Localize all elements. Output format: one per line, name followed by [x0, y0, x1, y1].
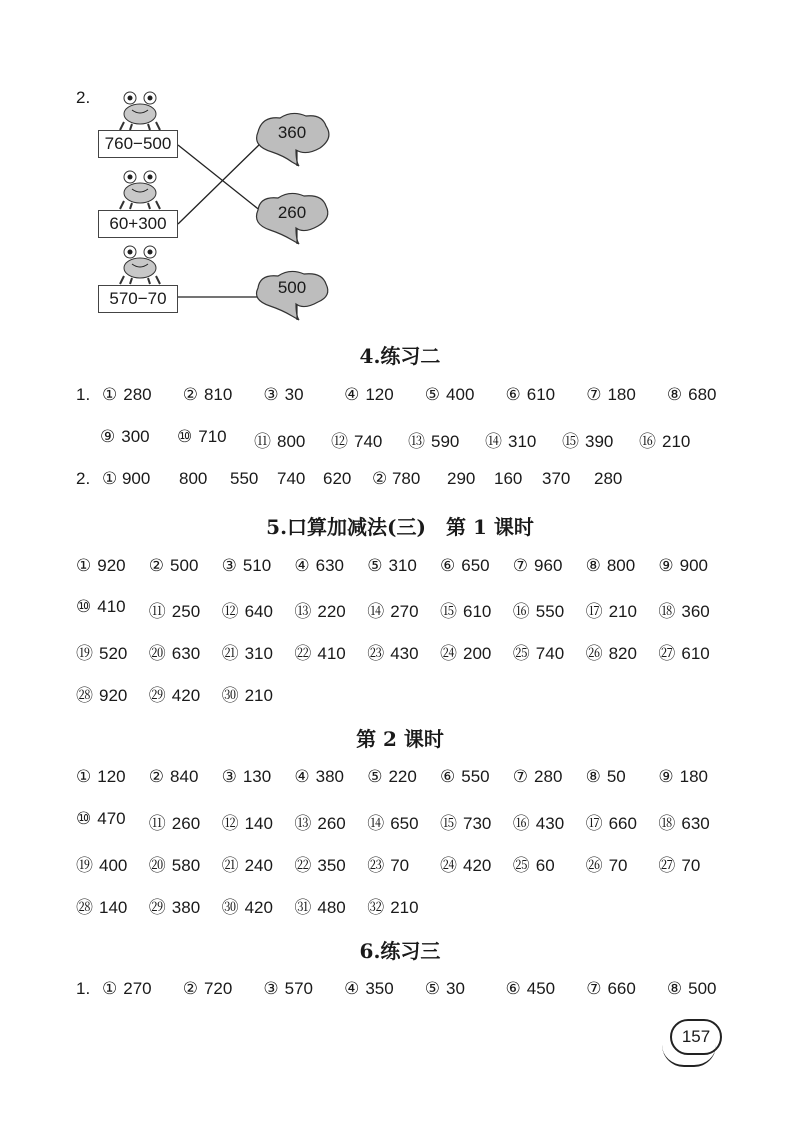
answer-value: 360: [681, 602, 710, 621]
answer-value: 350: [317, 856, 346, 875]
question-number: 1.: [76, 979, 91, 998]
answer-item: [513, 597, 564, 622]
answer-item: [667, 385, 717, 405]
frog-icon-2: [120, 171, 160, 209]
circled-number: ⑱: [658, 602, 676, 621]
circled-number: ④: [294, 767, 310, 786]
answer-value: 30: [284, 385, 304, 404]
answer-value: 640: [244, 602, 273, 621]
answer-value: 430: [390, 644, 419, 663]
problem-2-label: 2.: [76, 88, 91, 107]
frog-icon-3: [120, 246, 160, 284]
frog-icon-1: [120, 92, 160, 130]
answer-item: [149, 767, 199, 787]
answer-value: 310: [244, 644, 273, 663]
answer-item: [294, 893, 345, 918]
answer-value: 810: [203, 385, 233, 404]
circled-number: ㉚: [221, 898, 239, 917]
answer-item: [344, 385, 394, 405]
expression-box-2: 60+300: [98, 210, 178, 238]
circled-number: ①: [102, 979, 118, 998]
circled-number: ㉜: [367, 898, 385, 917]
answer-value: 660: [608, 814, 637, 833]
answer-item: [149, 639, 200, 664]
answer-item: [408, 427, 459, 452]
answer-item: [183, 385, 233, 405]
answer-item: [658, 556, 708, 576]
circled-number: ①: [76, 556, 92, 575]
answer-item: [222, 639, 273, 664]
answer-item: [440, 597, 491, 622]
circled-number: ㉑: [221, 644, 239, 663]
circled-number: ㉘: [76, 686, 93, 705]
circled-number: ⑲: [76, 856, 93, 875]
answer-value: 740: [354, 432, 383, 451]
circled-number: ⑮: [440, 602, 457, 621]
circled-number: ㉙: [148, 686, 166, 705]
answer-value: 610: [681, 644, 710, 663]
answer-value: 960: [534, 556, 563, 575]
answer-value: 800: [179, 469, 208, 488]
answer-item: [586, 767, 626, 787]
answer-value: 280: [123, 385, 152, 404]
answer-item: [149, 681, 200, 706]
circled-number: ㉕: [512, 856, 530, 875]
circled-number: ㉒: [294, 856, 312, 875]
answer-value: 220: [388, 767, 417, 786]
answer-value: 550: [461, 767, 490, 786]
answer-value: 370: [542, 469, 571, 488]
circled-number: ⑮: [562, 432, 579, 451]
answer-item: [177, 427, 227, 447]
answer-value: 160: [494, 469, 523, 488]
leaf-value-2: 260: [277, 203, 307, 222]
answer-value: 610: [526, 385, 556, 404]
answer-item: [367, 639, 418, 664]
circled-number: ⑭: [485, 432, 502, 451]
answer-value: 200: [463, 644, 492, 663]
answer-item: [294, 767, 344, 787]
answer-value: 630: [681, 814, 710, 833]
answer-item: [222, 851, 273, 876]
circled-number: ⑨: [658, 556, 674, 575]
circled-number: ⑮: [440, 814, 457, 833]
answer-value: 550: [230, 469, 259, 488]
answer-item: [658, 639, 709, 664]
answer-value: 250: [171, 602, 201, 621]
circled-number: ⑩: [76, 597, 92, 616]
circled-number: ③: [263, 385, 279, 404]
answer-value: 390: [585, 432, 614, 451]
answer-value: 210: [390, 898, 419, 917]
circled-number: ⑥: [505, 979, 521, 998]
answer-item: [102, 385, 152, 405]
circled-number: ②: [182, 979, 198, 998]
answer-item: [222, 767, 272, 787]
answer-value: 420: [244, 898, 273, 917]
expression-box-3: 570−70: [98, 285, 178, 313]
answer-value: 380: [171, 898, 201, 917]
answer-item: [222, 556, 272, 576]
answer-value: 570: [284, 979, 314, 998]
answer-item: [367, 893, 418, 918]
circled-number: ⑩: [177, 427, 193, 446]
circled-number: ㉗: [658, 856, 676, 875]
answer-item: [76, 681, 127, 706]
answer-value: 410: [97, 597, 126, 616]
circled-number: ①: [102, 385, 118, 404]
circled-number: ⑩: [76, 809, 92, 828]
circled-number: ⑯: [512, 602, 530, 621]
answer-value: 70: [608, 856, 628, 875]
circled-number: ㉚: [221, 686, 239, 705]
answer-item: [76, 893, 127, 918]
answer-item: [513, 767, 563, 787]
circled-number: ④: [344, 979, 360, 998]
answer-value: 310: [388, 556, 417, 575]
circled-number: ㉒: [294, 644, 312, 663]
expression-box-1: 760−500: [98, 130, 178, 158]
circled-number: ①: [76, 767, 92, 786]
answer-item: [76, 809, 126, 829]
circled-number: ⑬: [294, 814, 312, 833]
answer-item: [222, 681, 273, 706]
answer-value: 350: [365, 979, 394, 998]
answer-item: [222, 597, 273, 622]
circled-number: ⑥: [505, 385, 521, 404]
answer-value: 210: [662, 432, 691, 451]
circled-number: ⑧: [585, 767, 601, 786]
answer-item: [586, 385, 636, 405]
circled-number: ㉑: [221, 856, 239, 875]
circled-number: ⑭: [367, 602, 385, 621]
answer-value: 120: [365, 385, 394, 404]
answer-item: [513, 556, 563, 576]
answer-item: [513, 809, 564, 834]
answer-value: 650: [461, 556, 490, 575]
answer-item: [149, 809, 200, 834]
answer-value: 840: [170, 767, 199, 786]
circled-number: ⑪: [148, 814, 166, 833]
answer-item: [76, 639, 127, 664]
answer-value: 420: [463, 856, 492, 875]
leaf-value-1: 360: [277, 123, 307, 142]
answer-item: [667, 979, 717, 999]
section-title-4: 4.练习二: [359, 344, 441, 368]
answer-value: 500: [170, 556, 199, 575]
answer-item: [149, 556, 199, 576]
page-number: 157: [670, 1019, 722, 1055]
answer-value: 650: [390, 814, 419, 833]
answer-value: 620: [323, 469, 352, 488]
circled-number: ③: [263, 979, 279, 998]
answer-item: [586, 851, 628, 876]
circled-number: ③: [221, 767, 237, 786]
circled-number: ㉔: [440, 856, 457, 875]
answer-value: 680: [688, 385, 717, 404]
answer-value: 630: [315, 556, 345, 575]
answer-value: 630: [171, 644, 201, 663]
answer-item: [440, 556, 490, 576]
circled-number: ⑤: [424, 979, 441, 998]
answer-item: [367, 556, 417, 576]
answer-value: 800: [277, 432, 306, 451]
answer-item: [440, 639, 491, 664]
answer-value: 500: [688, 979, 717, 998]
answer-item: [294, 556, 344, 576]
answer-value: 720: [203, 979, 233, 998]
circled-number: ⑫: [331, 432, 348, 451]
answer-item: [658, 809, 709, 834]
answer-value: 480: [317, 898, 346, 917]
answer-value: 450: [526, 979, 556, 998]
answer-item: [440, 809, 491, 834]
answer-item: [76, 597, 126, 617]
circled-number: ⑲: [76, 644, 93, 663]
answer-value: 140: [99, 898, 128, 917]
circled-number: ⑧: [666, 385, 683, 404]
circled-number: ⑨: [100, 427, 116, 446]
answer-value: 270: [390, 602, 419, 621]
answer-item: [254, 427, 305, 452]
answer-value: 470: [97, 809, 126, 828]
circled-number: ②: [182, 385, 198, 404]
answer-value: 510: [242, 556, 272, 575]
section-title-6: 6.练习三: [359, 939, 441, 963]
circled-number: ⑦: [586, 979, 602, 998]
circled-number: ⑤: [367, 767, 383, 786]
circled-number: ⑳: [148, 856, 166, 875]
answer-item: [367, 597, 418, 622]
answer-value: 300: [121, 427, 150, 446]
circled-number: ⑱: [658, 814, 676, 833]
answer-value: 740: [277, 469, 306, 488]
answer-item: [149, 893, 200, 918]
answer-value: ① 900: [102, 469, 151, 488]
answer-value: 660: [607, 979, 636, 998]
answer-item: [425, 385, 475, 405]
answer-item: [586, 556, 636, 576]
answer-item: [586, 809, 637, 834]
answer-value: 520: [99, 644, 128, 663]
circled-number: ③: [221, 556, 237, 575]
answer-item: [586, 639, 637, 664]
answer-value: 240: [244, 856, 273, 875]
circled-number: ㉓: [367, 644, 385, 663]
answer-item: [76, 767, 126, 787]
circled-number: ⑰: [585, 814, 603, 833]
answer-value: 270: [123, 979, 152, 998]
circled-number: ⑯: [512, 814, 530, 833]
answer-item: [102, 979, 152, 999]
circled-number: ⑦: [512, 556, 529, 575]
answer-item: [76, 851, 127, 876]
answer-item: [183, 979, 233, 999]
answer-item: [263, 385, 303, 405]
answer-value: 380: [315, 767, 345, 786]
answer-value: 280: [534, 767, 563, 786]
circled-number: ㉕: [512, 644, 530, 663]
circled-number: ⑬: [294, 602, 312, 621]
section-title-lesson-2: 第 2 课时: [356, 727, 444, 751]
answer-item: [658, 597, 709, 622]
circled-number: ㉛: [294, 898, 312, 917]
answer-value: 30: [446, 979, 465, 998]
answer-value: 210: [244, 686, 273, 705]
answer-value: 120: [97, 767, 126, 786]
circled-number: ⑤: [367, 556, 383, 575]
circled-number: ⑫: [221, 602, 239, 621]
answer-value: 820: [608, 644, 637, 663]
answer-value: 70: [681, 856, 701, 875]
answer-value: 210: [608, 602, 637, 621]
answer-item: [367, 767, 417, 787]
question-number: 2.: [76, 469, 91, 488]
circled-number: ④: [344, 385, 360, 404]
answer-value: 550: [535, 602, 565, 621]
answer-item: [506, 979, 556, 999]
answer-value: 900: [679, 556, 709, 575]
circled-number: ⑦: [586, 385, 602, 404]
answer-value: 740: [535, 644, 565, 663]
answer-item: [149, 851, 200, 876]
question-number: 1.: [76, 385, 91, 404]
answer-value: 260: [317, 814, 346, 833]
answer-value: 920: [97, 556, 126, 575]
answer-item: [506, 385, 556, 405]
circled-number: ②: [148, 767, 165, 786]
answer-value: 220: [317, 602, 346, 621]
answer-item: [513, 851, 555, 876]
answer-value: 610: [463, 602, 492, 621]
circled-number: ②: [148, 556, 165, 575]
answer-item: [440, 851, 491, 876]
leaf-value-3: 500: [277, 278, 307, 297]
answer-value: 180: [679, 767, 709, 786]
answer-value: 130: [242, 767, 272, 786]
answer-item: [331, 427, 382, 452]
answer-item: [658, 851, 700, 876]
answer-value: 400: [99, 856, 128, 875]
circled-number: ⑳: [148, 644, 166, 663]
answer-value: 410: [317, 644, 346, 663]
circled-number: ⑯: [639, 432, 656, 451]
answer-value: 420: [171, 686, 201, 705]
circled-number: ㉖: [585, 644, 603, 663]
answer-value: 580: [171, 856, 201, 875]
answer-value: 710: [198, 427, 227, 446]
answer-item: [100, 427, 150, 447]
answer-item: [263, 979, 313, 999]
circled-number: ⑪: [254, 432, 271, 451]
answer-item: [294, 639, 345, 664]
circled-number: ㉘: [76, 898, 93, 917]
circled-number: ⑰: [585, 602, 603, 621]
answer-item: [367, 809, 418, 834]
circled-number: ⑤: [424, 385, 441, 404]
answer-value: 60: [535, 856, 555, 875]
circled-number: ⑭: [367, 814, 385, 833]
answer-item: [485, 427, 536, 452]
answer-value: 400: [446, 385, 475, 404]
answer-value: 140: [244, 814, 273, 833]
answer-value: 800: [606, 556, 636, 575]
answer-item: [586, 979, 636, 999]
answer-value: 290: [447, 469, 476, 488]
answer-value: 590: [431, 432, 460, 451]
circled-number: ⑪: [148, 602, 166, 621]
circled-number: ④: [294, 556, 310, 575]
answer-item: [294, 851, 345, 876]
answer-item: [222, 893, 273, 918]
circled-number: ㉔: [440, 644, 457, 663]
circled-number: ㉓: [367, 856, 385, 875]
answer-item: [425, 979, 465, 999]
answer-value: ② 780: [372, 469, 421, 488]
answer-item: [367, 851, 409, 876]
circled-number: ⑧: [585, 556, 601, 575]
answer-item: [639, 427, 690, 452]
section-title-5: 5.口算加减法(三) 第 1 课时: [266, 515, 534, 539]
answer-item: [76, 556, 126, 576]
circled-number: ㉙: [148, 898, 166, 917]
answer-value: 280: [594, 469, 623, 488]
answer-value: 920: [99, 686, 128, 705]
answer-item: [222, 809, 273, 834]
answer-value: 310: [508, 432, 537, 451]
answer-item: [562, 427, 613, 452]
answer-value: 180: [607, 385, 636, 404]
circled-number: ㉖: [585, 856, 603, 875]
answer-value: 260: [171, 814, 201, 833]
circled-number: ⑥: [440, 767, 456, 786]
answer-item: [586, 597, 637, 622]
answer-value: 50: [606, 767, 626, 786]
circled-number: ㉗: [658, 644, 676, 663]
answer-item: [344, 979, 394, 999]
answer-value: 730: [463, 814, 492, 833]
answer-value: 430: [535, 814, 565, 833]
answer-item: [658, 767, 708, 787]
answer-item: [440, 767, 490, 787]
circled-number: ⑨: [658, 767, 674, 786]
circled-number: ⑬: [408, 432, 425, 451]
answer-item: [294, 809, 345, 834]
circled-number: ⑫: [221, 814, 239, 833]
circled-number: ⑦: [512, 767, 529, 786]
answer-item: [294, 597, 345, 622]
answer-item: [513, 639, 564, 664]
circled-number: ⑧: [666, 979, 683, 998]
answer-value: 70: [390, 856, 410, 875]
answer-item: [149, 597, 200, 622]
circled-number: ⑥: [440, 556, 456, 575]
